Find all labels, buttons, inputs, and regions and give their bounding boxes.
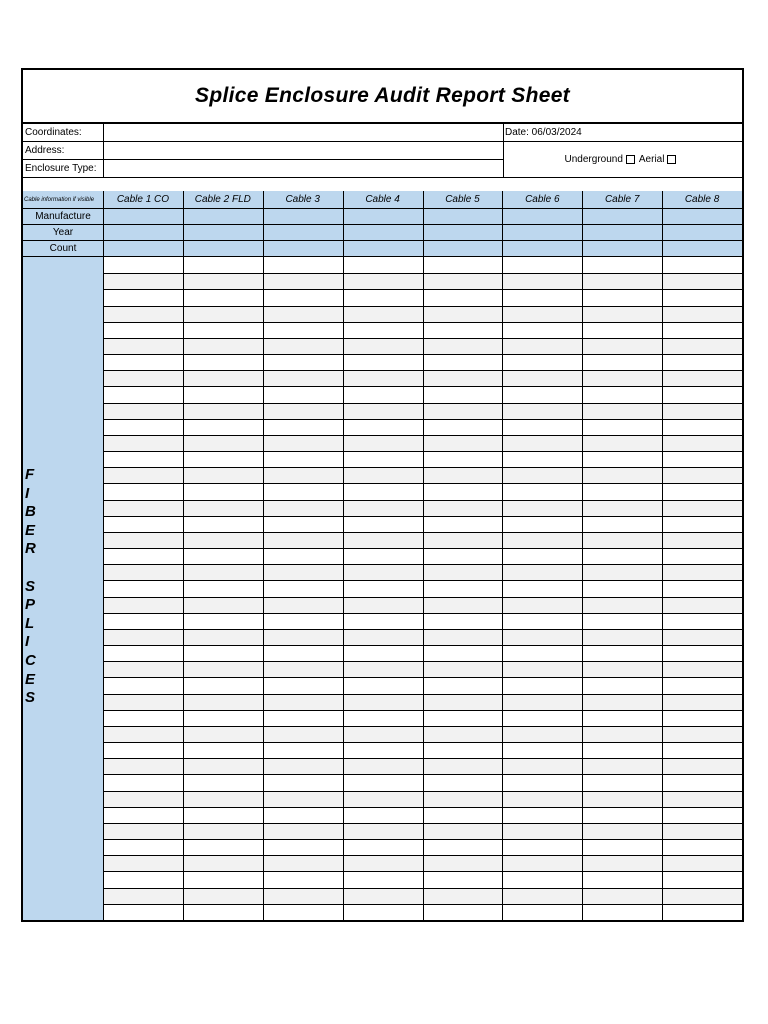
fiber-splices-letter: R	[25, 540, 36, 558]
fiber-splices-letter: C	[25, 651, 36, 669]
fiber-splices-letter: B	[25, 503, 36, 521]
address-label: Address:	[25, 144, 65, 156]
grid-line	[23, 141, 503, 142]
info-row-label: Manufacture	[23, 208, 103, 224]
cable-column-header: Cable 4	[343, 191, 423, 208]
info-row-label: Count	[23, 240, 103, 256]
cable-column-header: Cable 1 CO	[103, 191, 183, 208]
enclosure-type-label: Enclosure Type:	[25, 162, 97, 174]
cable-column-header: Cable 7	[582, 191, 662, 208]
grid-line	[103, 123, 104, 177]
grid-line	[582, 191, 583, 920]
fiber-splices-letter: I	[25, 484, 30, 502]
grid-line	[23, 159, 503, 160]
grid-line	[183, 191, 184, 920]
grid-line	[263, 191, 264, 920]
info-row-label: Year	[23, 224, 103, 240]
underground-checkbox[interactable]	[626, 155, 635, 164]
fiber-splices-letter: L	[25, 614, 35, 632]
audit-sheet	[21, 68, 744, 922]
fiber-splices-letter: P	[25, 596, 36, 614]
fiber-splices-label	[25, 466, 36, 708]
grid-line	[502, 191, 503, 920]
coordinates-field[interactable]	[103, 123, 503, 141]
fiber-splices-letter: I	[25, 633, 30, 651]
cable-info-corner-label: Cable information if visible	[23, 191, 103, 208]
aerial-checkbox[interactable]	[667, 155, 676, 164]
fiber-splices-letter: S	[25, 689, 36, 707]
date-label: Date: 06/03/2024	[505, 126, 582, 138]
grid-line	[343, 191, 344, 920]
cable-column-header: Cable 5	[423, 191, 503, 208]
grid-line	[23, 177, 742, 178]
page-title: Splice Enclosure Audit Report Sheet	[23, 70, 742, 123]
fiber-splices-letter: E	[25, 670, 36, 688]
grid-line	[662, 191, 663, 920]
cable-column-header: Cable 2 FLD	[183, 191, 263, 208]
cable-column-header: Cable 3	[263, 191, 343, 208]
fiber-splices-letter: E	[25, 521, 36, 539]
grid-line	[423, 191, 424, 920]
fiber-splices-letter	[25, 559, 36, 578]
grid-line	[23, 208, 742, 209]
grid-line	[23, 123, 742, 124]
grid-line	[103, 191, 104, 920]
grid-line	[23, 224, 742, 225]
underground-label: Underground	[564, 153, 623, 165]
coordinates-label: Coordinates:	[25, 126, 82, 138]
cable-column-header: Cable 8	[662, 191, 742, 208]
cable-column-header: Cable 6	[502, 191, 582, 208]
fiber-splices-letter: S	[25, 577, 36, 595]
fiber-splices-letter: F	[25, 466, 35, 483]
grid-line	[23, 240, 742, 241]
enclosure-type-field[interactable]	[103, 159, 503, 177]
placement-options	[503, 141, 742, 177]
address-field[interactable]	[103, 141, 503, 159]
aerial-label: Aerial	[638, 153, 665, 165]
grid-line	[503, 141, 742, 142]
grid-line	[503, 123, 504, 177]
